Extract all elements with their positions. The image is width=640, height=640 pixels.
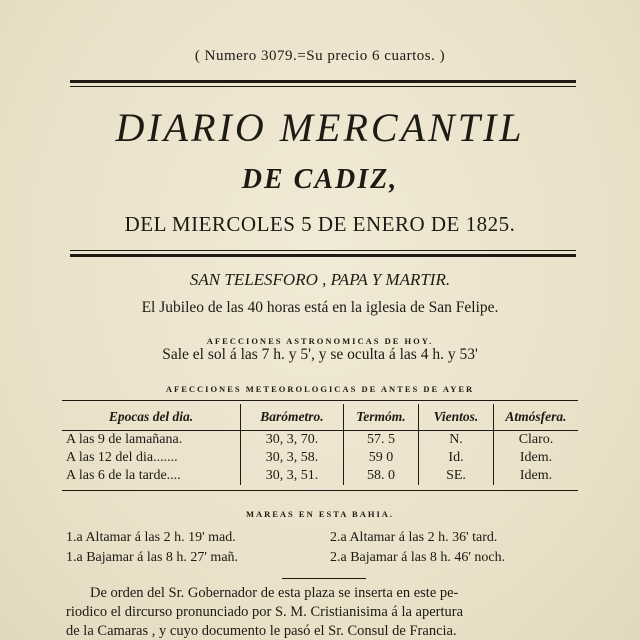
cell-winds: Id. — [419, 449, 494, 467]
meteorology-table — [62, 404, 578, 485]
col-header-atmosphere: Atmósfera. — [494, 404, 579, 431]
cell-thermometer: 57. 5 — [344, 431, 419, 450]
masthead-top-rule — [70, 80, 576, 83]
tide-second-high: 2.a Altamar á las 2 h. 36' tard. — [330, 530, 498, 545]
table-row — [62, 467, 578, 485]
cell-epoch: A las 12 del dia....... — [62, 449, 241, 467]
issue-line: ( Numero 3079.=Su precio 6 cuartos. ) — [194, 48, 446, 64]
cell-epoch: A las 6 de la tarde.... — [62, 467, 241, 485]
table-bottom-rule — [62, 490, 578, 491]
col-header-epoch: Epocas del dia. — [62, 404, 241, 431]
cell-epoch: A las 9 de lamañana. — [62, 431, 241, 450]
cell-barometer: 30, 3, 58. — [241, 449, 344, 467]
cell-thermometer: 58. 0 — [344, 467, 419, 485]
masthead-bottom-rule — [70, 254, 576, 257]
masthead-top-rule-thin — [70, 86, 576, 87]
cell-atmosphere: Idem. — [519, 468, 553, 483]
col-header-thermometer: Termóm. — [344, 404, 419, 431]
governor-notice — [66, 584, 578, 640]
jubilee-notice: El Jubileo de las 40 horas está en la iglesia de San Felipe. — [141, 299, 499, 316]
tide-first-low: 1.a Bajamar á las 8 h. 27' mañ. — [66, 550, 239, 565]
cell-winds: SE. — [419, 467, 494, 485]
table-top-rule — [62, 400, 578, 401]
saint-of-day: SAN TELESFORO , PAPA Y MARTIR. — [189, 270, 451, 289]
col-header-winds: Vientos. — [419, 404, 494, 431]
col-header-barometer: Barómetro. — [241, 404, 344, 431]
tide-second-low: 2.a Bajamar á las 8 h. 46' noch. — [330, 550, 506, 565]
table-row — [62, 449, 578, 467]
sun-times: Sale el sol á las 7 h. y 5', y se oculta á las 4 h. y 53' — [162, 346, 478, 363]
cell-winds: N. — [419, 431, 494, 450]
table-header-row — [62, 404, 578, 431]
tides-heading: MAREAS EN ESTA BAHIA. — [245, 509, 395, 519]
notice-line: riodico el dircurso pronunciado por S. M. Cristianisima á la apertura — [66, 604, 464, 620]
tide-first-high: 1.a Altamar á las 2 h. 19' mad. — [66, 530, 236, 545]
newspaper-subtitle: DE CADIZ, — [241, 164, 399, 195]
notice-line: de la Camaras , y cuyo documento le pasó el Sr. Consul de Francia. — [66, 623, 457, 639]
meteorology-heading: AFECCIONES METEOROLOGICAS DE ANTES DE AYER — [165, 384, 475, 394]
cell-atmosphere: Claro. — [518, 432, 554, 447]
cell-barometer: 30, 3, 70. — [241, 431, 344, 450]
notice-line: De orden del Sr. Gobernador de esta plaza se inserta en este pe- — [90, 585, 459, 601]
masthead-bottom-rule-thin — [70, 250, 576, 251]
cell-thermometer: 59 0 — [344, 449, 419, 467]
section-divider — [282, 578, 366, 579]
issue-date: DEL MIERCOLES 5 DE ENERO DE 1825. — [124, 212, 516, 236]
cell-barometer: 30, 3, 51. — [241, 467, 344, 485]
newspaper-title: DIARIO MERCANTIL — [115, 105, 525, 150]
astronomy-heading: AFECCIONES ASTRONOMICAS DE HOY. — [206, 336, 434, 346]
table-row — [62, 431, 578, 450]
cell-atmosphere: Idem. — [519, 450, 553, 465]
